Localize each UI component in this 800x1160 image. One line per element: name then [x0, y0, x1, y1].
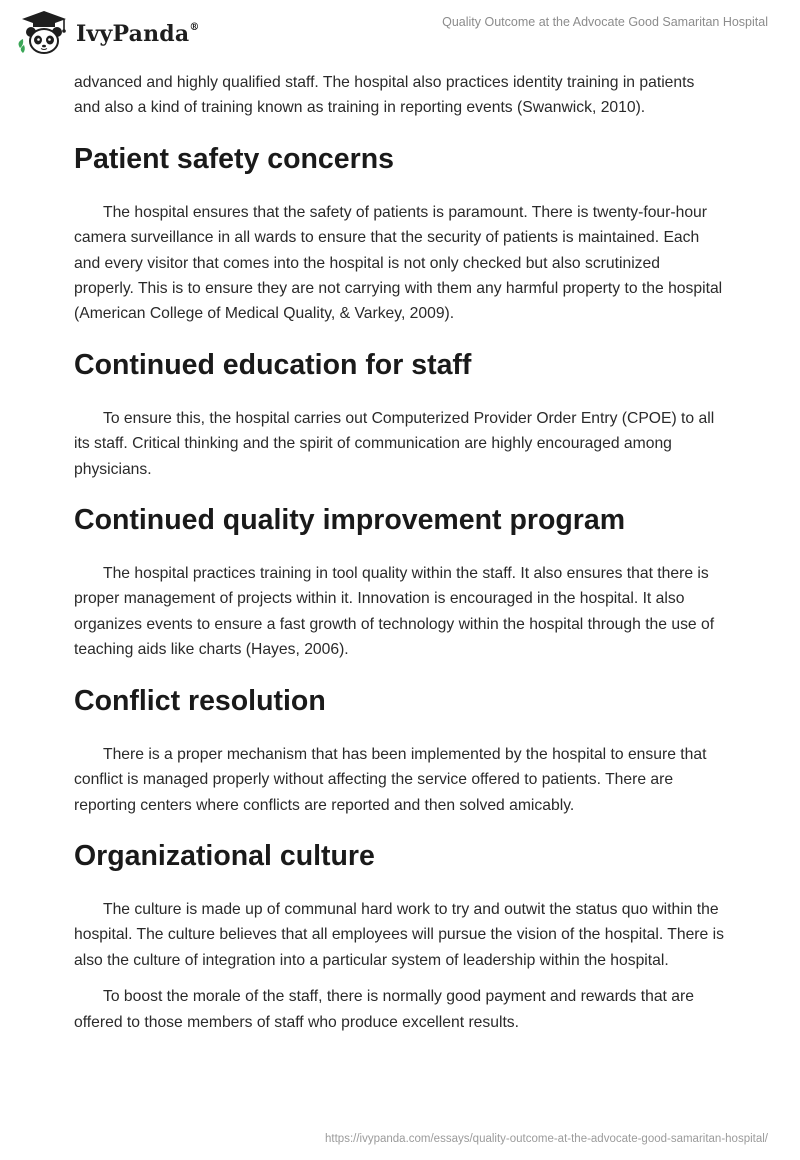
paragraph: The culture is made up of communal hard work to try and outwit the status quo within the hospital. The culture believes that all employees will pursue the vision of the hospital. There is also the culture of integration into a particular system of leadership within the hospital. — [74, 900, 724, 969]
paragraph: The hospital ensures that the safety of patients is paramount. There is twenty-four-hour camera surveillance in all wards to ensure that the security of patients is maintained. Each and every visitor that comes into the hospital is not only checked but also scrutinized properly. This is to ensure they are not carrying with them any harmful property to the hospital (American College of Medical Quality, & Varkey, 2009). — [74, 203, 723, 323]
source-url-link[interactable]: https://ivypanda.com/essays/quality-outcome-at-the-advocate-good-samaritan-hospital/ — [325, 1133, 768, 1145]
paragraph: To ensure this, the hospital carries out Computerized Provider Order Entry (CPOE) to all its staff. Critical thinking and the spirit of communication are highly encouraged among physicians. — [74, 409, 715, 478]
paragraph: advanced and highly qualified staff. The hospital also practices identity training in patients and also a kind of training known as training in reporting events (Swanwick, 2010). — [74, 74, 695, 117]
logo-wordmark: IvyPanda® — [76, 21, 200, 47]
paragraph: To boost the morale of the staff, there is normally good payment and rewards that are offered to those members of staff who produce excellent results. — [74, 988, 694, 1031]
paragraph: There is a proper mechanism that has been implemented by the hospital to ensure that conflict is managed properly without affecting the service offered to patients. There are reporting centers where conflicts are reported and then solved amicably. — [74, 745, 707, 814]
panda-graduate-icon — [14, 8, 74, 58]
section-heading-conflict-resolution: Conflict resolution — [74, 684, 326, 717]
paragraph: The hospital practices training in tool quality within the staff. It also ensures that there is proper management of projects within it. Innovation is encouraged in the hospital. It also organizes events to ensure a fast growth of technology within the hospital through the use of teaching aids like charts (Hayes, 2006). — [74, 565, 715, 659]
section-heading-quality-improvement: Continued quality improvement program — [74, 504, 626, 537]
essay-body — [74, 70, 724, 1046]
document-title: Quality Outcome at the Advocate Good Samaritan Hospital — [442, 15, 768, 29]
section-heading-organizational-culture: Organizational culture — [74, 839, 375, 872]
section-heading-patient-safety: Patient safety concerns — [74, 142, 394, 175]
page-header — [0, 0, 800, 62]
ivypanda-logo[interactable] — [14, 8, 204, 58]
section-heading-continued-education: Continued education for staff — [74, 348, 472, 381]
